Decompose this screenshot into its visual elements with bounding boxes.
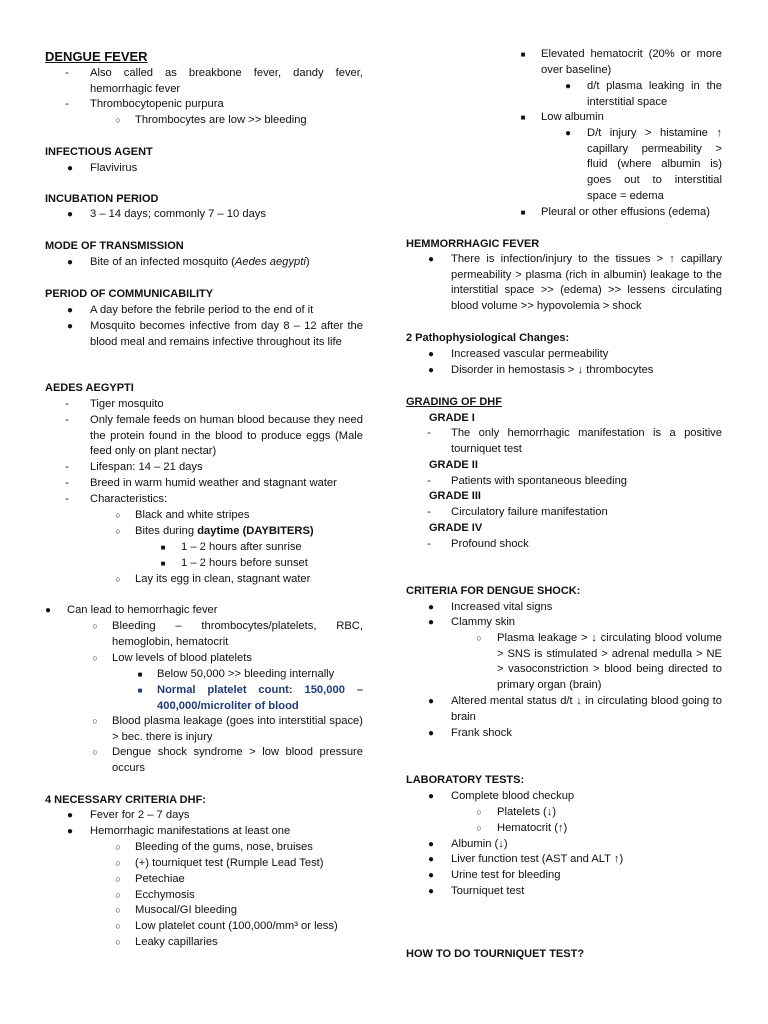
grade-text: The only hemorrhagic manifestation is a positive tourniquet test <box>451 427 722 455</box>
dot-bullet: ● <box>427 870 435 881</box>
elevated-hematocrit: Elevated hematocrit (20% or more over baseline) <box>541 48 722 76</box>
heading-criteria-dhf: 4 NECESSARY CRITERIA DHF: <box>45 794 206 806</box>
grade-label: GRADE II <box>429 459 478 471</box>
manifestation-item: Ecchymosis <box>135 889 195 901</box>
heading-communicability: PERIOD OF COMMUNICABILITY <box>45 288 214 300</box>
dash-bullet: - <box>65 461 69 473</box>
grade-label: GRADE IV <box>429 522 483 534</box>
lab-hematocrit: Hematocrit (↑) <box>497 822 568 834</box>
dot-bullet: ● <box>427 791 435 802</box>
dash-bullet: - <box>427 427 431 439</box>
lab-urine: Urine test for bleeding <box>451 869 561 881</box>
heading-tourniquet-how: HOW TO DO TOURNIQUET TEST? <box>406 948 585 960</box>
circle-bullet: ○ <box>115 937 121 947</box>
heading-infectious-agent: INFECTIOUS AGENT <box>45 146 153 158</box>
bite-hours: 1 – 2 hours after sunrise <box>181 541 302 553</box>
criteria-manifestations: Hemorrhagic manifestations at least one <box>90 825 291 837</box>
circle-bullet: ○ <box>115 510 121 520</box>
dot-bullet: ● <box>427 854 435 865</box>
dot-bullet: ● <box>427 617 435 628</box>
shock-frank: Frank shock <box>451 727 512 739</box>
circle-bullet: ○ <box>115 526 121 536</box>
dot-bullet: ● <box>427 254 435 265</box>
low-albumin: Low albumin <box>541 111 604 123</box>
manifestation-item: Musocal/GI bleeding <box>135 904 237 916</box>
dot-bullet: ● <box>427 886 435 897</box>
dot-bullet: ● <box>66 810 74 821</box>
heading-pathophysiology: 2 Pathophysiological Changes: <box>406 332 570 344</box>
grade-text: Circulatory failure manifestation <box>451 506 608 518</box>
aedes-item: Tiger mosquito <box>90 398 164 410</box>
characteristic-eggs: Lay its egg in clean, stagnant water <box>135 573 311 585</box>
manifestation-item: Leaky capillaries <box>135 936 218 948</box>
circle-bullet: ○ <box>92 747 98 757</box>
dot-bullet: ● <box>66 826 74 837</box>
hemorrhagic-fever-text: There is infection/injury to the tissues > ↑ capillary permeability > plasma (rich in albumin) leakage to the interstitial space >> (edema) >> lessens circulating blood volume >> hypovolemia > shock <box>451 253 722 313</box>
aedes-item: Only female feeds on human blood because they need the protein found in the blood to produce eggs (Male feed only on plant nectar) <box>90 414 363 458</box>
dot-bullet: ● <box>564 81 572 92</box>
square-bullet: ■ <box>137 670 143 679</box>
hemorrhagic-lead: Can lead to hemorrhagic fever <box>67 604 218 616</box>
lab-cbc: Complete blood checkup <box>451 790 575 802</box>
infectious-agent-item: Flavivirus <box>90 162 138 174</box>
albumin-reason: D/t injury > histamine ↑ capillary permeability > fluid (where albumin is) goes out to interstitial space = edema <box>587 127 722 202</box>
dot-bullet: ● <box>564 128 572 139</box>
characteristic-bites <box>135 524 363 540</box>
circle-bullet: ○ <box>115 858 121 868</box>
shock-clammy-skin: Clammy skin <box>451 616 516 628</box>
dot-bullet: ● <box>66 257 74 268</box>
lab-liver: Liver function test (AST and ALT ↑) <box>451 853 624 865</box>
bites-text: Bites during <box>135 525 198 537</box>
heading-incubation: INCUBATION PERIOD <box>45 193 159 205</box>
hemorrhagic-plasma: Blood plasma leakage (goes into interstitial space) > bec. there is injury <box>112 715 363 743</box>
manifestation-item: Bleeding of the gums, nose, bruises <box>135 841 313 853</box>
dot-bullet: ● <box>66 209 74 220</box>
circle-bullet: ○ <box>115 905 121 915</box>
dash-bullet: - <box>65 493 69 505</box>
dash-bullet: - <box>427 475 431 487</box>
dot-bullet: ● <box>427 349 435 360</box>
circle-bullet: ○ <box>476 807 482 817</box>
dot-bullet: ● <box>44 605 52 616</box>
lab-tourniquet: Tourniquet test <box>451 885 525 897</box>
square-bullet: ■ <box>520 208 526 217</box>
square-bullet: ■ <box>520 113 526 122</box>
grade-text: Patients with spontaneous bleeding <box>451 475 628 487</box>
circle-bullet: ○ <box>92 621 98 631</box>
transmission-species: Aedes aegypti <box>234 256 306 268</box>
circle-bullet: ○ <box>92 653 98 663</box>
intro-thrombocytes: Thrombocytes are low >> bleeding <box>135 114 307 126</box>
hemorrhagic-low-levels: Low levels of blood platelets <box>112 652 252 664</box>
heading-shock-criteria: CRITERIA FOR DENGUE SHOCK: <box>406 585 581 597</box>
dot-bullet: ● <box>427 728 435 739</box>
circle-bullet: ○ <box>476 823 482 833</box>
transmission-close: ) <box>305 256 310 268</box>
dot-bullet: ● <box>427 365 435 376</box>
grade-label: GRADE III <box>429 490 481 502</box>
transmission-text: Bite of an infected mosquito ( <box>90 256 235 268</box>
heading-aedes: AEDES AEGYPTI <box>45 382 134 394</box>
hemorrhagic-shock: Dengue shock syndrome > low blood pressure occurs <box>112 746 363 774</box>
normal-platelet-count: Normal platelet count: 150,000 – 400,000/microliter of blood <box>157 684 363 712</box>
dot-bullet: ● <box>427 602 435 613</box>
dot-bullet: ● <box>427 696 435 707</box>
dash-bullet: - <box>427 506 431 518</box>
manifestation-item: Low platelet count (100,000/mm³ or less) <box>135 920 338 932</box>
circle-bullet: ○ <box>92 716 98 726</box>
platelets-below: Below 50,000 >> bleeding internally <box>157 668 335 680</box>
aedes-item: Breed in warm humid weather and stagnant water <box>90 477 337 489</box>
dot-bullet: ● <box>66 163 74 174</box>
square-bullet: ■ <box>520 50 526 59</box>
patho-item: Disorder in hemostasis > ↓ thrombocytes <box>451 364 654 376</box>
grade-label: GRADE I <box>429 412 475 424</box>
transmission-item <box>90 255 363 271</box>
incubation-item: 3 – 14 days; commonly 7 – 10 days <box>90 208 266 220</box>
circle-bullet: ○ <box>115 874 121 884</box>
dash-bullet: - <box>65 98 69 110</box>
heading-lab-tests: LABORATORY TESTS: <box>406 774 525 786</box>
heading-grading: GRADING OF DHF <box>406 396 502 408</box>
circle-bullet: ○ <box>115 115 121 125</box>
grade-text: Profound shock <box>451 538 529 550</box>
dash-bullet: - <box>427 538 431 550</box>
hemorrhagic-bleeding: Bleeding – thrombocytes/platelets, RBC, hemoglobin, hematocrit <box>112 620 363 648</box>
dash-bullet: - <box>65 414 69 426</box>
characteristic-stripes: Black and white stripes <box>135 509 250 521</box>
dash-bullet: - <box>65 67 69 79</box>
square-bullet: ■ <box>160 543 166 552</box>
lab-albumin: Albumin (↓) <box>451 838 508 850</box>
hematocrit-reason: d/t plasma leaking in the interstitial space <box>587 80 722 108</box>
communicability-item: A day before the febrile period to the end of it <box>90 304 314 316</box>
dash-bullet: - <box>65 398 69 410</box>
aedes-item: Lifespan: 14 – 21 days <box>90 461 203 473</box>
square-bullet: ■ <box>160 559 166 568</box>
aedes-item: Characteristics: <box>90 493 168 505</box>
square-bullet: ■ <box>137 686 143 695</box>
pleural-effusions: Pleural or other effusions (edema) <box>541 206 710 218</box>
manifestation-item: Petechiae <box>135 873 185 885</box>
intro-thrombocytopenic: Thrombocytopenic purpura <box>90 98 224 110</box>
circle-bullet: ○ <box>115 921 121 931</box>
page-title: DENGUE FEVER <box>45 49 148 64</box>
circle-bullet: ○ <box>115 574 121 584</box>
shock-vital-signs: Increased vital signs <box>451 601 553 613</box>
circle-bullet: ○ <box>476 633 482 643</box>
circle-bullet: ○ <box>115 890 121 900</box>
shock-mental-status: Altered mental status d/t ↓ in circulating blood going to brain <box>451 695 722 723</box>
dot-bullet: ● <box>66 321 74 332</box>
communicability-item: Mosquito becomes infective from day 8 – 12 after the blood meal and remains infective throughout its life <box>90 320 363 348</box>
dot-bullet: ● <box>66 305 74 316</box>
manifestation-item: (+) tourniquet test (Rumple Lead Test) <box>135 857 324 869</box>
criteria-fever: Fever for 2 – 7 days <box>90 809 190 821</box>
bite-hours: 1 – 2 hours before sunset <box>181 557 308 569</box>
circle-bullet: ○ <box>115 842 121 852</box>
dot-bullet: ● <box>427 839 435 850</box>
heading-hemorrhagic-fever: HEMMORRHAGIC FEVER <box>406 238 540 250</box>
intro-aliases: Also called as breakbone fever, dandy fever, hemorrhagic fever <box>90 67 363 95</box>
dash-bullet: - <box>65 477 69 489</box>
patho-item: Increased vascular permeability <box>451 348 609 360</box>
lab-platelets: Platelets (↓) <box>497 806 557 818</box>
heading-transmission: MODE OF TRANSMISSION <box>45 240 184 252</box>
clammy-explanation: Plasma leakage > ↓ circulating blood volume > SNS is stimulated > adrenal medulla > NE > vasoconstriction > blood being directed to primary organ (brain) <box>497 632 722 692</box>
bites-emphasis: daytime (DAYBITERS) <box>197 525 314 537</box>
